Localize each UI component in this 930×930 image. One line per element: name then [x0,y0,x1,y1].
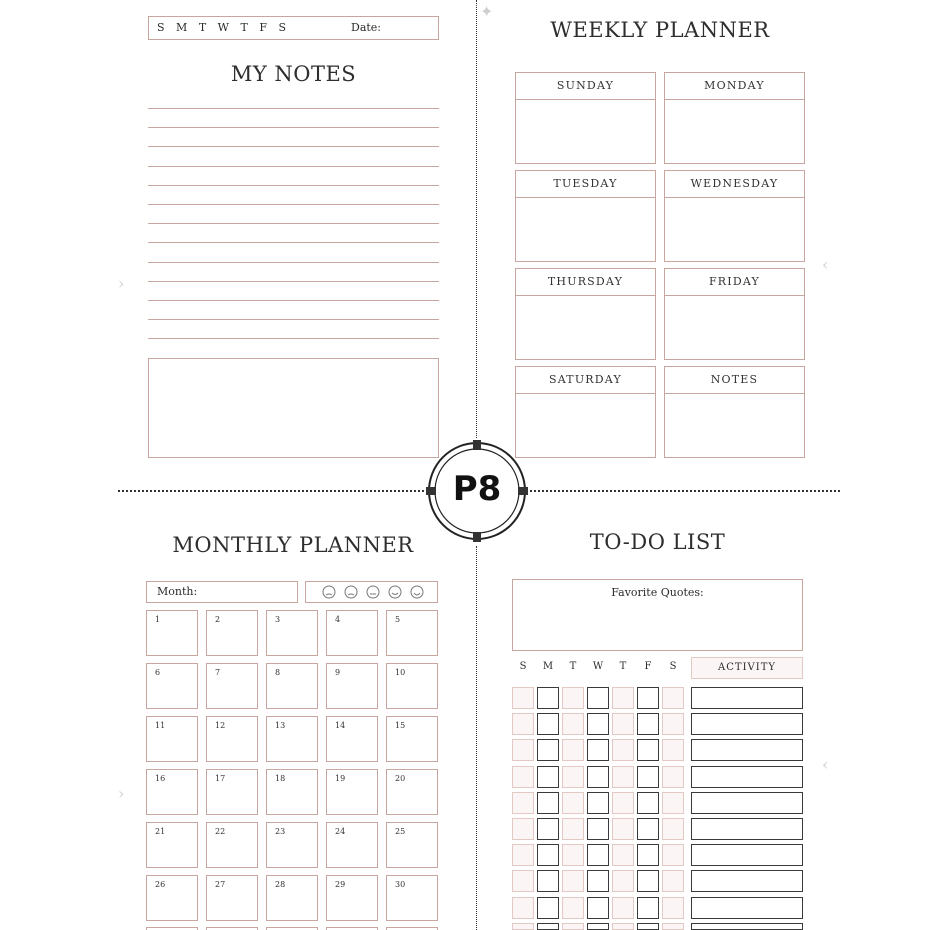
todo-checkbox[interactable] [662,713,684,735]
day-box-monday [664,72,805,164]
todo-checkbox[interactable] [562,897,584,919]
weekday-letter: T [198,21,207,34]
calendar-day-number: 25 [395,827,406,836]
day-header: THURSDAY [516,269,655,296]
decorative-star-icon: ‹ [822,755,829,774]
weekday-letter: S [157,21,165,34]
note-line [148,146,439,147]
day-box-friday [664,268,805,360]
todo-checkbox[interactable] [662,923,684,930]
todo-weekday-header: F [644,661,652,672]
todo-checkbox[interactable] [537,792,559,814]
calendar-day-cell[interactable] [326,716,378,762]
calendar-day-cell[interactable] [206,610,258,656]
todo-activity-field[interactable] [691,818,803,840]
note-line [148,108,439,109]
todo-checkbox[interactable] [512,844,534,866]
calendar-day-cell[interactable] [146,769,198,815]
calendar-day-cell[interactable] [386,663,438,709]
todo-checkbox[interactable] [637,923,659,930]
calendar-day-cell[interactable] [206,875,258,921]
day-box-sunday [515,72,656,164]
calendar-day-number: 13 [275,721,286,730]
todo-checkbox[interactable] [512,739,534,761]
todo-checkbox[interactable] [587,687,609,709]
todo-checkbox[interactable] [512,792,534,814]
todo-checkbox[interactable] [612,766,634,788]
todo-checkbox[interactable] [637,766,659,788]
date-label: Date: [351,21,382,34]
todo-checkbox[interactable] [612,844,634,866]
todo-checkbox[interactable] [587,713,609,735]
todo-weekday-header: T [619,661,627,672]
todo-checkbox[interactable] [587,897,609,919]
calendar-day-cell[interactable] [146,716,198,762]
day-box-wednesday [664,170,805,262]
calendar-day-number: 5 [395,615,401,624]
calendar-day-number: 21 [155,827,166,836]
calendar-day-number: 17 [215,774,226,783]
calendar-day-cell[interactable] [266,769,318,815]
todo-checkbox[interactable] [612,792,634,814]
weekday-letter: W [217,21,229,34]
calendar-day-number: 2 [215,615,221,624]
todo-list-title: TO-DO LIST [589,530,726,554]
note-line [148,319,439,320]
todo-checkbox[interactable] [662,818,684,840]
todo-checkbox[interactable] [537,923,559,930]
todo-weekday-header: S [669,661,677,672]
note-line [148,204,439,205]
calendar-day-cell[interactable] [146,610,198,656]
todo-checkbox[interactable] [512,713,534,735]
calendar-day-number: 20 [395,774,406,783]
todo-checkbox[interactable] [587,792,609,814]
calendar-day-number: 23 [275,827,286,836]
todo-activity-field[interactable] [691,687,803,709]
todo-checkbox[interactable] [662,897,684,919]
todo-checkbox[interactable] [537,844,559,866]
todo-checkbox[interactable] [537,818,559,840]
todo-checkbox[interactable] [612,713,634,735]
calendar-day-cell[interactable] [386,610,438,656]
todo-activity-field[interactable] [691,792,803,814]
todo-checkbox[interactable] [537,713,559,735]
todo-checkbox[interactable] [537,897,559,919]
calendar-day-cell[interactable] [386,769,438,815]
calendar-day-number: 4 [335,615,341,624]
calendar-day-number: 9 [335,668,341,677]
month-field [146,581,298,603]
todo-checkbox[interactable] [537,870,559,892]
day-box-saturday [515,366,656,458]
calendar-day-number: 15 [395,721,406,730]
calendar-day-cell[interactable] [386,875,438,921]
calendar-day-cell[interactable] [266,663,318,709]
todo-checkbox[interactable] [662,766,684,788]
todo-activity-field[interactable] [691,713,803,735]
calendar-day-number: 14 [335,721,346,730]
calendar-day-cell[interactable] [206,663,258,709]
todo-checkbox[interactable] [637,792,659,814]
calendar-day-cell[interactable] [146,875,198,921]
favorite-quotes-box [512,579,803,651]
todo-checkbox[interactable] [587,844,609,866]
todo-checkbox[interactable] [662,792,684,814]
todo-checkbox[interactable] [512,766,534,788]
month-label: Month: [157,585,198,598]
calendar-day-cell[interactable] [266,716,318,762]
todo-checkbox[interactable] [562,713,584,735]
todo-checkbox[interactable] [537,766,559,788]
vertical-divider [476,0,477,438]
calendar-day-cell[interactable] [206,822,258,868]
todo-checkbox[interactable] [637,687,659,709]
todo-checkbox[interactable] [612,739,634,761]
calendar-day-number: 19 [335,774,346,783]
todo-weekday-header: T [569,661,577,672]
todo-checkbox[interactable] [512,870,534,892]
todo-weekday-header: S [519,661,527,672]
calendar-day-number: 22 [215,827,226,836]
calendar-day-cell[interactable] [326,769,378,815]
calendar-day-cell[interactable] [206,716,258,762]
todo-activity-field[interactable] [691,923,803,930]
todo-checkbox[interactable] [587,870,609,892]
todo-checkbox[interactable] [587,923,609,930]
calendar-day-cell[interactable] [266,610,318,656]
todo-checkbox[interactable] [562,923,584,930]
todo-checkbox[interactable] [587,818,609,840]
decorative-star-icon: ✦ [480,2,494,21]
decorative-star-icon: › [118,274,125,293]
horizontal-divider [530,490,840,492]
calendar-day-number: 6 [155,668,161,677]
todo-checkbox[interactable] [637,897,659,919]
todo-checkbox[interactable] [512,923,534,930]
note-line [148,300,439,301]
todo-activity-field[interactable] [691,844,803,866]
badge-label: P8 [452,469,502,509]
day-header: MONDAY [665,73,804,100]
weekday-letter: F [259,21,267,34]
horizontal-divider [118,490,424,492]
calendar-day-cell[interactable] [146,822,198,868]
day-box-tuesday [515,170,656,262]
calendar-day-number: 1 [155,615,161,624]
calendar-day-cell[interactable] [326,875,378,921]
day-box-thursday [515,268,656,360]
todo-checkbox[interactable] [587,766,609,788]
notes-box [148,358,439,458]
weekday-date-bar [148,16,439,40]
todo-checkbox[interactable] [637,739,659,761]
todo-checkbox[interactable] [512,687,534,709]
calendar-day-number: 12 [215,721,226,730]
note-line [148,262,439,263]
activity-label: ACTIVITY [718,662,776,673]
todo-checkbox[interactable] [637,818,659,840]
todo-checkbox[interactable] [637,713,659,735]
calendar-day-cell[interactable] [386,716,438,762]
mood-faces-icon [307,582,437,602]
todo-activity-field[interactable] [691,739,803,761]
day-header: NOTES [665,367,804,394]
decorative-star-icon: ‹ [822,255,829,274]
calendar-day-number: 28 [275,880,286,889]
calendar-day-cell[interactable] [326,822,378,868]
calendar-day-number: 16 [155,774,166,783]
weekday-letter: S [278,21,286,34]
todo-checkbox[interactable] [612,923,634,930]
day-header: TUESDAY [516,171,655,198]
activity-header [691,657,803,679]
todo-checkbox[interactable] [612,818,634,840]
day-header: SATURDAY [516,367,655,394]
notes-weekdays [157,21,286,34]
calendar-day-number: 24 [335,827,346,836]
todo-checkbox[interactable] [662,739,684,761]
note-line [148,127,439,128]
calendar-day-number: 8 [275,668,281,677]
monthly-planner-title: MONTHLY PLANNER [172,533,414,557]
weekday-letter: T [240,21,248,34]
day-header: FRIDAY [665,269,804,296]
todo-checkbox[interactable] [512,818,534,840]
todo-checkbox[interactable] [562,792,584,814]
decorative-star-icon: › [118,784,125,803]
calendar-day-number: 3 [275,615,281,624]
calendar-day-cell[interactable] [266,875,318,921]
todo-checkbox[interactable] [637,870,659,892]
note-line [148,185,439,186]
todo-weekday-header: W [592,661,604,672]
calendar-day-cell[interactable] [266,822,318,868]
calendar-day-number: 27 [215,880,226,889]
todo-checkbox[interactable] [512,897,534,919]
note-line [148,242,439,243]
calendar-day-cell[interactable] [386,822,438,868]
calendar-day-cell[interactable] [146,663,198,709]
note-line [148,338,439,339]
calendar-day-cell[interactable] [206,769,258,815]
day-header: WEDNESDAY [665,171,804,198]
weekday-letter: M [176,21,188,34]
calendar-day-cell[interactable] [326,610,378,656]
day-header: SUNDAY [516,73,655,100]
calendar-day-number: 26 [155,880,166,889]
todo-checkbox[interactable] [562,687,584,709]
todo-checkbox[interactable] [562,844,584,866]
calendar-day-number: 7 [215,668,221,677]
todo-checkbox[interactable] [662,687,684,709]
todo-checkbox[interactable] [637,844,659,866]
todo-checkbox[interactable] [612,687,634,709]
calendar-day-cell[interactable] [326,663,378,709]
vertical-divider [476,546,477,930]
calendar-day-number: 11 [155,721,166,730]
weekly-planner-title: WEEKLY PLANNER [550,18,770,42]
page-badge [426,440,528,542]
todo-checkbox[interactable] [612,897,634,919]
calendar-day-number: 30 [395,880,406,889]
favorite-quotes-label: Favorite Quotes: [611,586,704,599]
todo-checkbox[interactable] [662,844,684,866]
todo-checkbox[interactable] [562,818,584,840]
todo-activity-field[interactable] [691,897,803,919]
calendar-day-number: 10 [395,668,406,677]
note-line [148,223,439,224]
calendar-day-number: 18 [275,774,286,783]
calendar-day-number: 29 [335,880,346,889]
todo-activity-field[interactable] [691,766,803,788]
day-box-notes [664,366,805,458]
my-notes-title: MY NOTES [230,62,357,86]
todo-checkbox[interactable] [537,739,559,761]
todo-checkbox[interactable] [562,870,584,892]
mood-tracker [305,581,438,603]
todo-weekday-header: M [542,661,554,672]
note-line [148,166,439,167]
todo-checkbox[interactable] [537,687,559,709]
todo-checkbox[interactable] [662,870,684,892]
todo-activity-field[interactable] [691,870,803,892]
todo-checkbox[interactable] [562,766,584,788]
todo-checkbox[interactable] [562,739,584,761]
todo-checkbox[interactable] [612,870,634,892]
note-line [148,281,439,282]
todo-checkbox[interactable] [587,739,609,761]
